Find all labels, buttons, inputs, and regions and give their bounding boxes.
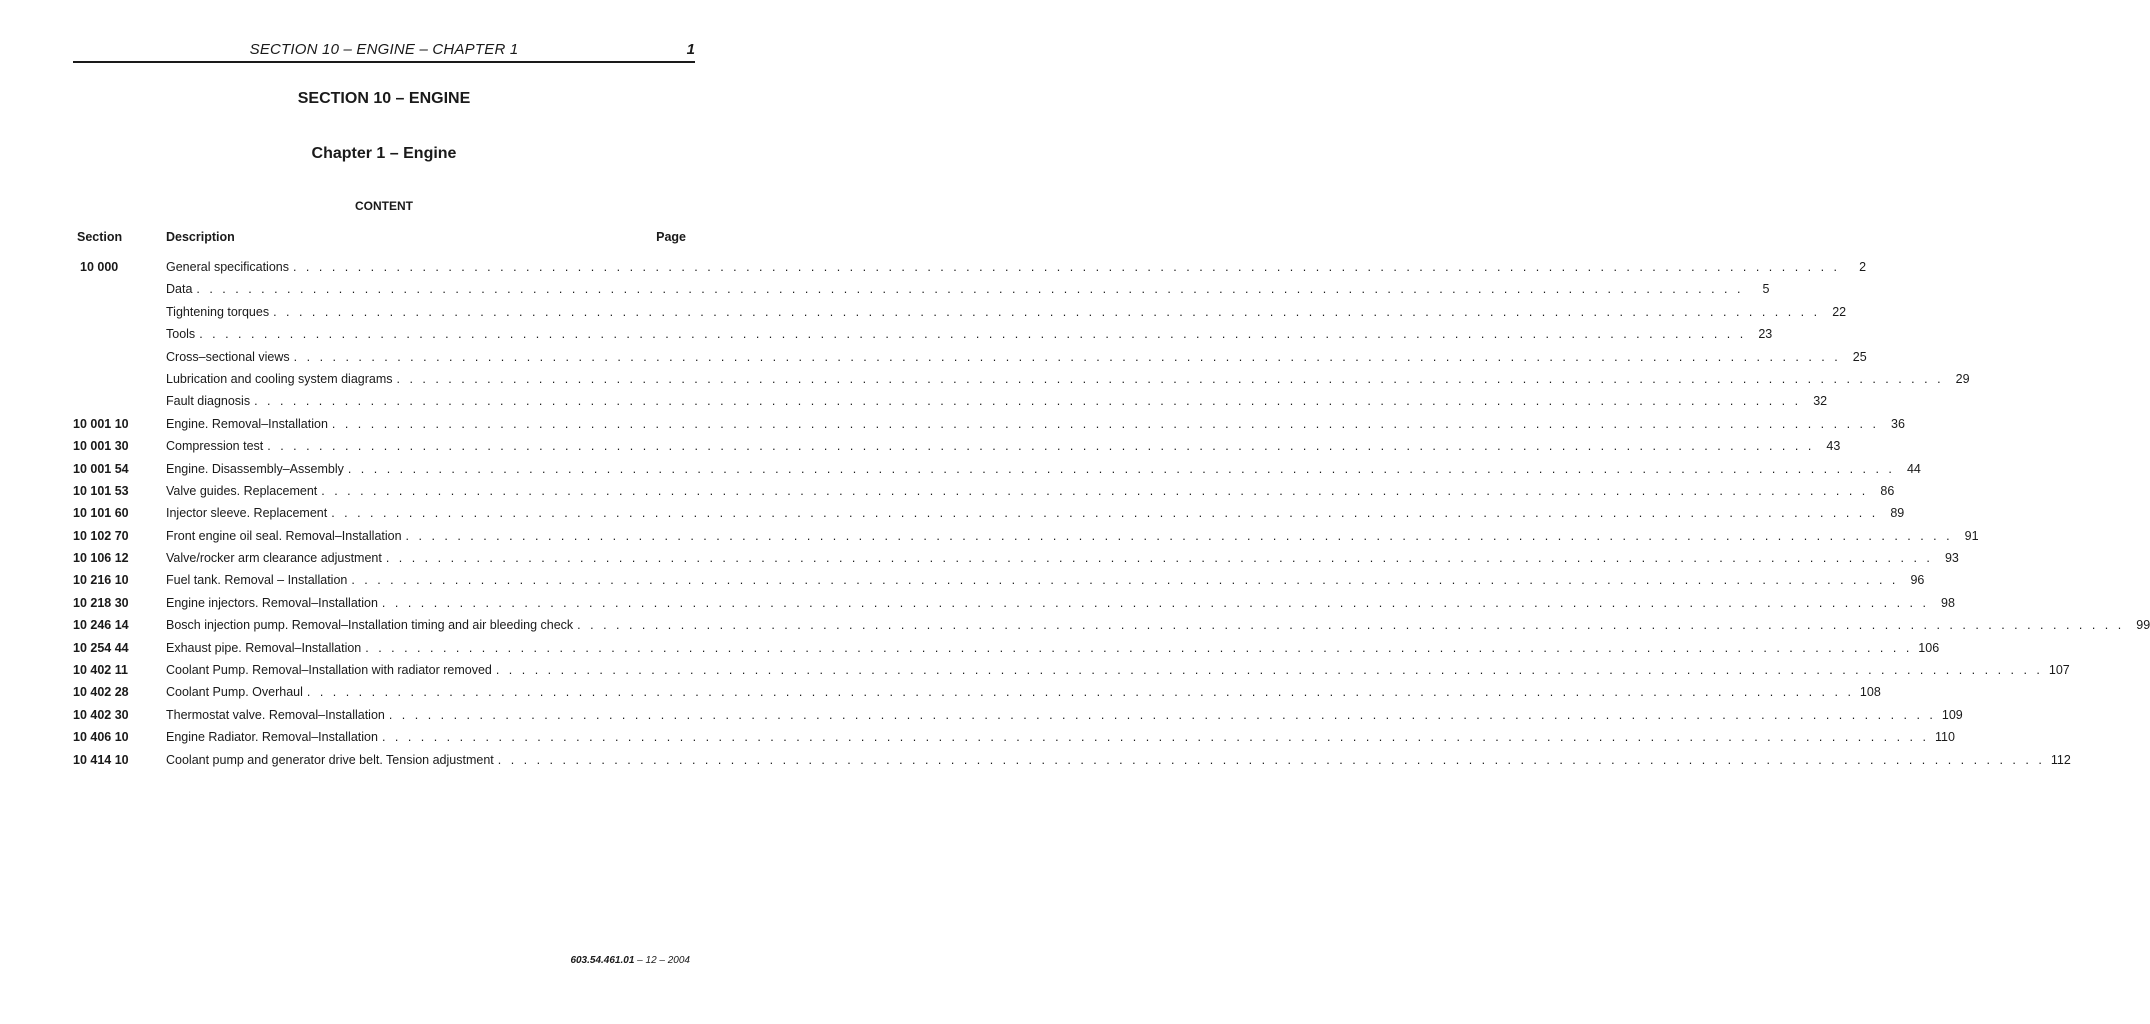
toc-page-number: 29 [1955, 371, 1970, 386]
toc-description: Valve/rocker arm clearance adjustment [166, 551, 382, 566]
toc-dot-leader: . . . . . . . . . . . . . . . . . . . . . . . . . . . . . . . . . . . . . . . . . . . . . . . . . . . . . . . . . . . . . . . . . . . . . . . . . . . . . . . . . . . . . . . . . . . . . . . . . . . . . . . . . . . . . . . . . . . . . . . . [321, 483, 1869, 498]
toc-entry [166, 281, 1770, 297]
toc-entry [166, 617, 2150, 633]
running-title: SECTION 10 – ENGINE – CHAPTER 1 [249, 41, 519, 58]
toc-entry [166, 640, 1940, 656]
toc-dot-leader: . . . . . . . . . . . . . . . . . . . . . . . . . . . . . . . . . . . . . . . . . . . . . . . . . . . . . . . . . . . . . . . . . . . . . . . . . . . . . . . . . . . . . . . . . . . . . . . . . . . . . . . . . . . . . . . . . . . . . . . . [331, 416, 1879, 431]
chapter-title: Chapter 1 – Engine [311, 145, 457, 162]
toc-description: Front engine oil seal. Removal–Installation [166, 528, 402, 543]
toc-dot-leader: . . . . . . . . . . . . . . . . . . . . . . . . . . . . . . . . . . . . . . . . . . . . . . . . . . . . . . . . . . . . . . . . . . . . . . . . . . . . . . . . . . . . . . . . . . . . . . . . . . . . . . . . . . . . . . . . . . . . . . . . [495, 663, 2043, 678]
toc-section-number: 10 402 11 [73, 663, 128, 678]
toc-description: Data [166, 282, 193, 297]
toc-row [73, 684, 1881, 706]
toc-dot-leader: . . . . . . . . . . . . . . . . . . . . . . . . . . . . . . . . . . . . . . . . . . . . . . . . . . . . . . . . . . . . . . . . . . . . . . . . . . . . . . . . . . . . . . . . . . . . . . . . . . . . . . . . . . . . . . . . . . . . . . . . [385, 551, 1933, 566]
toc-section-number: 10 102 70 [73, 528, 129, 543]
toc-row [73, 640, 1940, 662]
toc-page-number: 108 [1859, 685, 1881, 700]
toc-row [73, 416, 1905, 438]
toc-description: Fuel tank. Removal – Installation [166, 573, 348, 588]
toc-row [73, 281, 1770, 303]
toc-page-number: 89 [1890, 506, 1905, 521]
toc-dot-leader: . . . . . . . . . . . . . . . . . . . . . . . . . . . . . . . . . . . . . . . . . . . . . . . . . . . . . . . . . . . . . . . . . . . . . . . . . . . . . . . . . . . . . . . . . . . . . . . . . . . . . . . . . . . . . . . . . . . . . . . . [331, 506, 1879, 521]
toc-entry [166, 684, 1881, 700]
toc-page-number: 109 [1941, 707, 1963, 722]
toc-dot-leader: . . . . . . . . . . . . . . . . . . . . . . . . . . . . . . . . . . . . . . . . . . . . . . . . . . . . . . . . . . . . . . . . . . . . . . . . . . . . . . . . . . . . . . . . . . . . . . . . . . . . . . . . . . . . . . . . . . . . . . . . [396, 371, 1944, 386]
toc-row [73, 617, 2150, 639]
toc-description: Compression test [166, 439, 264, 454]
toc-description: Valve guides. Replacement [166, 483, 318, 498]
toc-entry [166, 662, 2070, 678]
table-of-contents [73, 259, 2150, 774]
toc-description: Engine. Disassembly–Assembly [166, 461, 344, 476]
toc-page-number: 25 [1852, 349, 1867, 364]
toc-page-number: 2 [1859, 260, 1867, 274]
toc-row [73, 528, 1979, 550]
toc-page-number: 91 [1964, 528, 1979, 543]
toc-dot-leader: . . . . . . . . . . . . . . . . . . . . . . . . . . . . . . . . . . . . . . . . . . . . . . . . . . . . . . . . . . . . . . . . . . . . . . . . . . . . . . . . . . . . . . . . . . . . . . . . . . . . . . . . . . . . . . . . . . . . . . . . [381, 730, 1929, 745]
toc-entry [166, 550, 1959, 566]
toc-dot-leader: . . . . . . . . . . . . . . . . . . . . . . . . . . . . . . . . . . . . . . . . . . . . . . . . . . . . . . . . . . . . . . . . . . . . . . . . . . . . . . . . . . . . . . . . . . . . . . . . . . . . . . . . . . . . . . . . . . . . . . . . [347, 461, 1895, 476]
toc-section-number: 10 001 54 [73, 461, 129, 476]
toc-dot-leader: . . . . . . . . . . . . . . . . . . . . . . . . . . . . . . . . . . . . . . . . . . . . . . . . . . . . . . . . . . . . . . . . . . . . . . . . . . . . . . . . . . . . . . . . . . . . . . . . . . . . . . . . . . . . . . . . . . . . . . . . [293, 349, 1841, 364]
toc-dot-leader: . . . . . . . . . . . . . . . . . . . . . . . . . . . . . . . . . . . . . . . . . . . . . . . . . . . . . . . . . . . . . . . . . . . . . . . . . . . . . . . . . . . . . . . . . . . . . . . . . . . . . . . . . . . . . . . . . . . . . . . . [267, 439, 1815, 454]
toc-entry [166, 304, 1847, 320]
toc-row [73, 662, 2070, 684]
toc-description: Injector sleeve. Replacement [166, 506, 328, 521]
toc-entry [166, 393, 1828, 409]
toc-entry [166, 461, 1921, 477]
toc-description: Engine injectors. Removal–Installation [166, 595, 378, 610]
toc-row [73, 349, 1867, 371]
toc-entry [166, 371, 1970, 387]
toc-description: Engine Radiator. Removal–Installation [166, 730, 378, 745]
document-code: 603.54.461.01 [570, 955, 635, 966]
description-column-header: Description [166, 230, 235, 244]
toc-row [73, 326, 1773, 348]
toc-description: Lubrication and cooling system diagrams [166, 371, 393, 386]
toc-section-number: 10 001 30 [73, 439, 129, 454]
toc-description: Fault diagnosis [166, 394, 251, 409]
toc-row [73, 304, 1847, 326]
toc-page-number: 5 [1762, 282, 1770, 297]
toc-section-number: 10 406 10 [73, 730, 129, 745]
page-column-header: Page [656, 230, 686, 244]
toc-page-number: 99 [2136, 618, 2150, 633]
toc-page-number: 23 [1758, 327, 1773, 342]
toc-dot-leader: . . . . . . . . . . . . . . . . . . . . . . . . . . . . . . . . . . . . . . . . . . . . . . . . . . . . . . . . . . . . . . . . . . . . . . . . . . . . . . . . . . . . . . . . . . . . . . . . . . . . . . . . . . . . . . . . . . . . . . . . [306, 685, 1854, 700]
toc-section-number: 10 101 53 [73, 483, 129, 498]
toc-dot-leader: . . . . . . . . . . . . . . . . . . . . . . . . . . . . . . . . . . . . . . . . . . . . . . . . . . . . . . . . . . . . . . . . . . . . . . . . . . . . . . . . . . . . . . . . . . . . . . . . . . . . . . . . . . . . . . . . . . . . . . . . [577, 618, 2125, 633]
toc-entry [166, 528, 1979, 544]
toc-row [73, 259, 1867, 281]
toc-dot-leader: . . . . . . . . . . . . . . . . . . . . . . . . . . . . . . . . . . . . . . . . . . . . . . . . . . . . . . . . . . . . . . . . . . . . . . . . . . . . . . . . . . . . . . . . . . . . . . . . . . . . . . . . . . . . . . . . . . . . . . . . [196, 282, 1744, 297]
toc-entry [166, 572, 1925, 588]
toc-description: Tools [166, 327, 196, 342]
toc-section-number: 10 402 28 [73, 685, 129, 700]
toc-dot-leader: . . . . . . . . . . . . . . . . . . . . . . . . . . . . . . . . . . . . . . . . . . . . . . . . . . . . . . . . . . . . . . . . . . . . . . . . . . . . . . . . . . . . . . . . . . . . . . . . . . . . . . . . . . . . . . . . . . . . . . . . [254, 394, 1802, 409]
toc-entry [166, 349, 1867, 365]
toc-page-number: 22 [1832, 304, 1847, 319]
content-heading: CONTENT [355, 199, 413, 213]
toc-row [73, 707, 1963, 729]
toc-section-number: 10 001 10 [73, 416, 129, 431]
toc-entry [166, 416, 1905, 432]
section-column-header: Section [77, 230, 123, 244]
toc-entry [166, 505, 1905, 521]
toc-page-number: 106 [1918, 640, 1940, 655]
toc-description: Cross–sectional views [166, 349, 290, 364]
toc-row [73, 729, 1955, 751]
toc-row [73, 438, 1841, 460]
toc-page-number: 43 [1826, 439, 1841, 454]
toc-section-number: 10 246 14 [73, 618, 129, 633]
toc-entry [166, 707, 1963, 723]
toc-entry [166, 259, 1867, 275]
toc-section-number: 10 402 30 [73, 707, 129, 722]
toc-page-number: 96 [1910, 573, 1925, 588]
toc-description: Engine. Removal–Installation [166, 416, 328, 431]
toc-row [73, 483, 1895, 505]
toc-description: Coolant Pump. Overhaul [166, 685, 303, 700]
toc-section-number: 10 000 [80, 260, 119, 274]
toc-row [73, 505, 1905, 527]
toc-section-number: 10 414 10 [73, 752, 129, 767]
toc-column-headers [73, 230, 686, 246]
toc-section-number: 10 106 12 [73, 551, 129, 566]
toc-page-number: 107 [2048, 663, 2070, 678]
toc-row [73, 595, 1955, 617]
toc-entry [166, 326, 1773, 342]
toc-page-number: 98 [1941, 595, 1955, 610]
toc-row [73, 461, 1921, 483]
toc-description: Tightening torques [166, 304, 270, 319]
toc-description: Exhaust pipe. Removal–Installation [166, 640, 362, 655]
document-footer [570, 955, 690, 966]
toc-dot-leader: . . . . . . . . . . . . . . . . . . . . . . . . . . . . . . . . . . . . . . . . . . . . . . . . . . . . . . . . . . . . . . . . . . . . . . . . . . . . . . . . . . . . . . . . . . . . . . . . . . . . . . . . . . . . . . . . . . . . . . . . [273, 304, 1821, 319]
toc-description: General specifications [166, 260, 289, 274]
toc-page-number: 110 [1935, 730, 1955, 745]
toc-dot-leader: . . . . . . . . . . . . . . . . . . . . . . . . . . . . . . . . . . . . . . . . . . . . . . . . . . . . . . . . . . . . . . . . . . . . . . . . . . . . . . . . . . . . . . . . . . . . . . . . . . . . . . . . . . . . . . . . . . . . . . . . [365, 640, 1913, 655]
toc-section-number: 10 101 60 [73, 506, 129, 521]
document-date: – 12 – 2004 [634, 955, 690, 966]
toc-section-number: 10 218 30 [73, 595, 129, 610]
toc-description: Coolant pump and generator drive belt. Tension adjustment [166, 752, 494, 767]
toc-description: Thermostat valve. Removal–Installation [166, 707, 385, 722]
toc-entry [166, 752, 2071, 768]
page-number: 1 [686, 41, 695, 58]
toc-section-number: 10 216 10 [73, 573, 129, 588]
section-title: SECTION 10 – ENGINE [297, 90, 471, 107]
toc-dot-leader: . . . . . . . . . . . . . . . . . . . . . . . . . . . . . . . . . . . . . . . . . . . . . . . . . . . . . . . . . . . . . . . . . . . . . . . . . . . . . . . . . . . . . . . . . . . . . . . . . . . . . . . . . . . . . . . . . . . . . . . . [405, 528, 1953, 543]
toc-page-number: 86 [1880, 483, 1895, 498]
toc-entry [166, 595, 1955, 611]
toc-description: Bosch injection pump. Removal–Installation timing and air bleeding check [166, 618, 574, 633]
toc-dot-leader: . . . . . . . . . . . . . . . . . . . . . . . . . . . . . . . . . . . . . . . . . . . . . . . . . . . . . . . . . . . . . . . . . . . . . . . . . . . . . . . . . . . . . . . . . . . . . . . . . . . . . . . . . . . . . . . . . . . . . . . . [351, 573, 1899, 588]
toc-dot-leader: . . . . . . . . . . . . . . . . . . . . . . . . . . . . . . . . . . . . . . . . . . . . . . . . . . . . . . . . . . . . . . . . . . . . . . . . . . . . . . . . . . . . . . . . . . . . . . . . . . . . . . . . . . . . . . . . . . . . . . . . [381, 595, 1929, 610]
toc-page-number: 32 [1813, 394, 1828, 409]
toc-section-number: 10 254 44 [73, 640, 129, 655]
toc-entry [166, 483, 1895, 499]
toc-dot-leader: . . . . . . . . . . . . . . . . . . . . . . . . . . . . . . . . . . . . . . . . . . . . . . . . . . . . . . . . . . . . . . . . . . . . . . . . . . . . . . . . . . . . . . . . . . . . . . . . . . . . . . . . . . . . . . . . . . . . . . . . [292, 260, 1841, 274]
toc-entry [166, 729, 1955, 745]
toc-row [73, 393, 1828, 415]
toc-row [73, 371, 1970, 393]
toc-row [73, 550, 1959, 572]
toc-row [73, 572, 1925, 594]
running-header [73, 41, 695, 63]
toc-dot-leader: . . . . . . . . . . . . . . . . . . . . . . . . . . . . . . . . . . . . . . . . . . . . . . . . . . . . . . . . . . . . . . . . . . . . . . . . . . . . . . . . . . . . . . . . . . . . . . . . . . . . . . . . . . . . . . . . . . . . . . . . [497, 752, 2045, 767]
toc-row [73, 752, 2071, 774]
toc-page-number: 36 [1891, 416, 1905, 431]
toc-dot-leader: . . . . . . . . . . . . . . . . . . . . . . . . . . . . . . . . . . . . . . . . . . . . . . . . . . . . . . . . . . . . . . . . . . . . . . . . . . . . . . . . . . . . . . . . . . . . . . . . . . . . . . . . . . . . . . . . . . . . . . . . [388, 707, 1936, 722]
toc-page-number: 93 [1944, 551, 1959, 566]
toc-description: Coolant Pump. Removal–Installation with radiator removed [166, 663, 492, 678]
toc-dot-leader: . . . . . . . . . . . . . . . . . . . . . . . . . . . . . . . . . . . . . . . . . . . . . . . . . . . . . . . . . . . . . . . . . . . . . . . . . . . . . . . . . . . . . . . . . . . . . . . . . . . . . . . . . . . . . . . . . . . . . . . . [199, 327, 1747, 342]
toc-page-number: 44 [1906, 461, 1921, 476]
toc-page-number: 112 [2050, 752, 2071, 767]
toc-entry [166, 438, 1841, 454]
